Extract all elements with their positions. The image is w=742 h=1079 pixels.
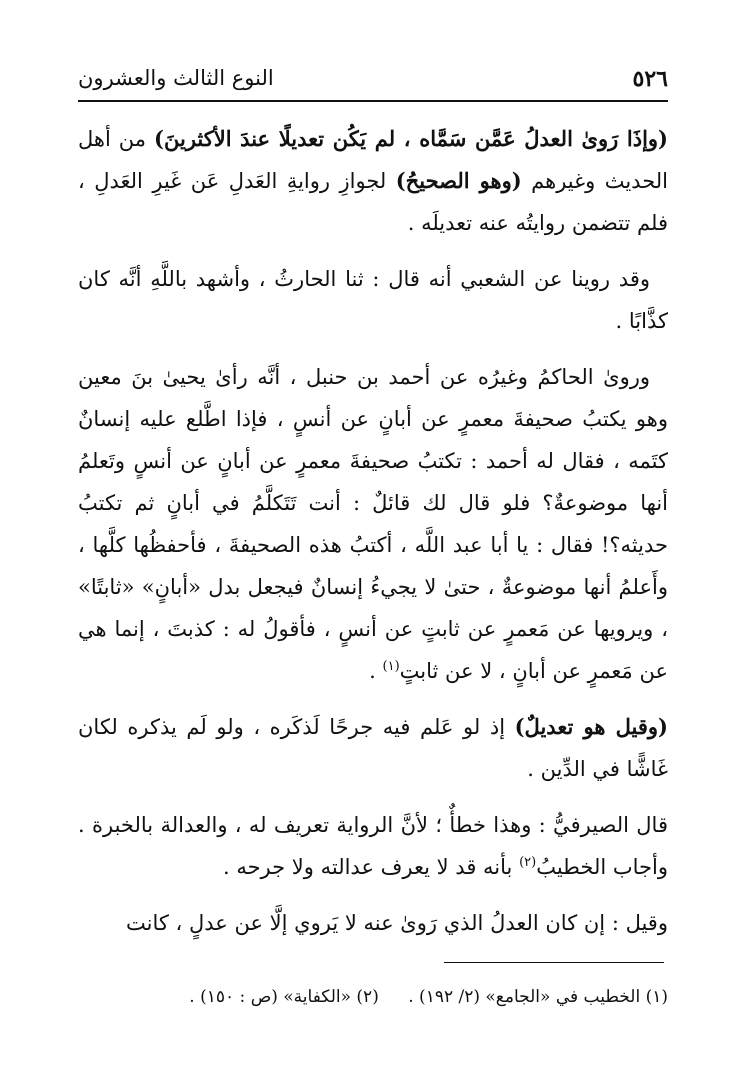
paragraph-5 (78, 804, 668, 888)
matn-quote: (وهو الصحيحُ) (395, 168, 522, 193)
footnotes (78, 982, 668, 1012)
header-divider (78, 100, 668, 102)
page-header (78, 58, 668, 98)
paragraph-text: وروىٰ الحاكمُ وغيرُه عن أحمد بن حنبل ، أنَّه رأىٰ يحيىٰ بنَ معين وهو يكتبُ صحيفةَ معمرٍ عن أبانٍ عن أنسٍ ، فإذا اطَّلع عليه إنسانٌ كتَمه ، فقال له أحمد : تكتبُ صحيفةَ معمرٍ عن أبانٍ عن أنسٍ وتَعلمُ أنها موضوعةٌ؟ فلو قال لك قائلٌ : أنت تَتَكلَّمُ في أبانٍ ثم تكتبُ حديثه؟! فقال : يا أبا عبد اللَّه ، أكتبُ هذه الصحيفةَ ، فأحفظُها كلَّها ، وأَعلمُ أنها موضوعةٌ ، حتىٰ لا يجيءُ إنسانٌ فيجعل بدل «أبانٍ» «ثابتًا» ، ويرويها عن مَعمرٍ عن ثابتٍ عن أنسٍ ، فأقولُ له : كذبتَ ، إنما هي عن مَعمرٍ عن أبانٍ ، لا عن ثابتٍ (78, 365, 668, 683)
paragraph-text: وقيل : إن كان العدلُ الذي رَوىٰ عنه لا يَروي إلَّا عن عدلٍ ، كانت (126, 911, 668, 935)
footnote-2: (٢) «الكفاية» (ص : ١٥٠) . (189, 987, 379, 1007)
paragraph-2 (78, 258, 668, 342)
paragraph-text: بأنه قد لا يعرف عدالته ولا جرحه . (222, 855, 520, 879)
matn-quote: (وإذَا رَوىٰ العدلُ عَمَّن سَمَّاه ، لم يَكُن تعديلًا عندَ الأكثرينَ) (154, 126, 668, 151)
paragraph-text: من أهل الحديث وغيرهم (78, 127, 668, 193)
paragraph-text: قال الصيرفيُّ : وهذا خطأٌ ؛ لأنَّ الرواية تعريف له ، والعدالة بالخبرة . وأجاب الخطيبُ (78, 813, 668, 879)
page-number: ٥٢٦ (632, 66, 668, 92)
paragraph-6 (78, 902, 668, 944)
paragraph-text: . (369, 659, 383, 683)
footnote-ref-2[interactable]: (٢) (519, 855, 537, 870)
paragraph-text: وقد روينا عن الشعبي أنه قال : ثنا الحارثُ ، وأشهد باللَّهِ أنَّه كان كذَّابًا . (78, 267, 668, 333)
footnote-1: (١) الخطيب في «الجامع» (٢/ ١٩٢) . (408, 987, 668, 1007)
paragraph-1 (78, 118, 668, 244)
footnote-ref-1[interactable]: (١) (382, 659, 400, 674)
paragraph-4 (78, 706, 668, 790)
paragraph-text: إذ لو عَلم فيه جرحًا لَذكَره ، ولو لَم يذكره لكان غَاشًّا في الدِّين . (78, 715, 668, 781)
main-text (78, 118, 668, 944)
running-title: النوع الثالث والعشرون (78, 66, 274, 90)
footnote-divider (444, 962, 664, 963)
paragraph-text: لجوازِ روايةِ العَدلِ عَن غَيرِ العَدلِ ، فلم تتضمن روايتُه عنه تعديلَه . (78, 169, 668, 235)
matn-quote: (وقيل هو تعديلٌ) (514, 714, 668, 739)
paragraph-3 (78, 356, 668, 692)
